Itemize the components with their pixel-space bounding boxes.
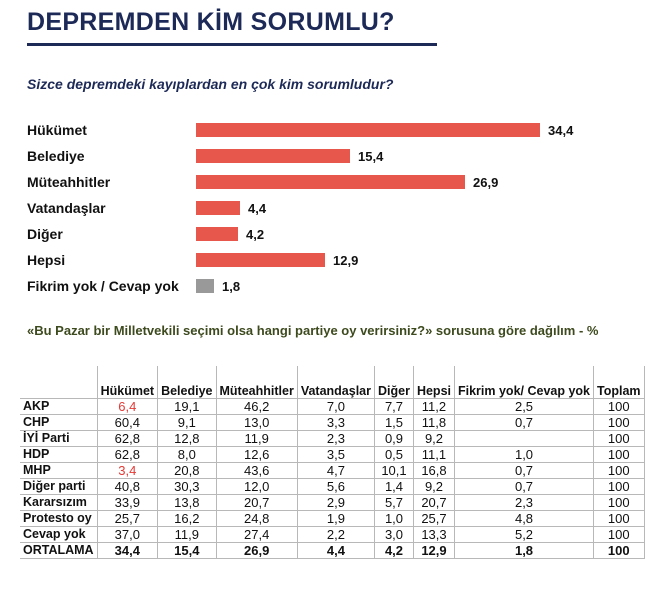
row-label: Protesto oy: [20, 511, 97, 527]
bar-value-label: 1,8: [222, 279, 241, 294]
table-cell: 16,8: [413, 463, 454, 479]
table-cell: 1,0: [375, 511, 414, 527]
chart-question: Sizce depremdeki kayıplardan en çok kim sorumludur?: [27, 76, 394, 92]
category-label: Müteahhitler: [27, 174, 111, 190]
table-cell: 27,4: [216, 527, 297, 543]
page-title: DEPREMDEN KİM SORUMLU?: [27, 8, 395, 36]
table-cell: 11,2: [413, 399, 454, 415]
table-cell: 1,8: [455, 543, 594, 559]
bar: [196, 253, 325, 267]
table-cell: 3,4: [97, 463, 157, 479]
category-label: Fikrim yok / Cevap yok: [27, 278, 179, 294]
table-cell: 2,3: [297, 431, 374, 447]
category-label: Hepsi: [27, 252, 66, 268]
table-cell: 3,5: [297, 447, 374, 463]
table-cell: 12,8: [158, 431, 216, 447]
table-cell: 4,8: [455, 511, 594, 527]
table-cell: 9,2: [413, 431, 454, 447]
table-cell: 0,9: [375, 431, 414, 447]
table-cell: 15,4: [158, 543, 216, 559]
column-header: Vatandaşlar: [297, 366, 374, 399]
table-cell: 30,3: [158, 479, 216, 495]
bar: [196, 279, 214, 293]
table-cell: 0,7: [455, 479, 594, 495]
table-cell: 100: [594, 543, 645, 559]
bar-value-label: 4,2: [246, 227, 265, 242]
table-row: [20, 527, 644, 543]
column-header: Hükümet: [97, 366, 157, 399]
column-header: [20, 366, 97, 399]
table-cell: 9,1: [158, 415, 216, 431]
table-cell: 11,1: [413, 447, 454, 463]
column-header: Belediye: [158, 366, 216, 399]
bar: [196, 175, 465, 189]
table-cell: 19,1: [158, 399, 216, 415]
table-cell: 11,8: [413, 415, 454, 431]
table-cell: 100: [594, 463, 645, 479]
table-cell: 4,7: [297, 463, 374, 479]
table-cell: 11,9: [216, 431, 297, 447]
column-header: Hepsi: [413, 366, 454, 399]
table-cell: 1,5: [375, 415, 414, 431]
row-label: AKP: [20, 399, 97, 415]
bar-value-label: 12,9: [333, 253, 359, 268]
table-cell: 26,9: [216, 543, 297, 559]
table-cell: 1,0: [455, 447, 594, 463]
table-cell: 10,1: [375, 463, 414, 479]
table-cell: 100: [594, 415, 645, 431]
table-cell: 100: [594, 527, 645, 543]
table-cell: 100: [594, 399, 645, 415]
table-cell: 100: [594, 495, 645, 511]
row-label: MHP: [20, 463, 97, 479]
table-question: «Bu Pazar bir Milletvekili seçimi olsa hangi partiye oy verirsiniz?» sorusuna göre dağılım - %: [27, 323, 599, 338]
bar-value-label: 26,9: [473, 175, 499, 190]
row-label: CHP: [20, 415, 97, 431]
table-cell: 3,0: [375, 527, 414, 543]
table-cell: 2,3: [455, 495, 594, 511]
table-cell: 2,5: [455, 399, 594, 415]
bar: [196, 201, 240, 215]
table-body: [20, 399, 644, 559]
table-row: [20, 399, 644, 415]
table-cell: 37,0: [97, 527, 157, 543]
column-header: Diğer: [375, 366, 414, 399]
table-cell: 12,9: [413, 543, 454, 559]
bar-value-label: 15,4: [358, 149, 384, 164]
table-cell: 13,8: [158, 495, 216, 511]
bar-value-label: 34,4: [548, 123, 574, 138]
table-row: [20, 479, 644, 495]
row-label: Kararsızım: [20, 495, 97, 511]
table-cell: 40,8: [97, 479, 157, 495]
table-cell: 60,4: [97, 415, 157, 431]
table-cell: 5,7: [375, 495, 414, 511]
row-label: Cevap yok: [20, 527, 97, 543]
table-row: [20, 415, 644, 431]
table-cell: 3,3: [297, 415, 374, 431]
table-cell: 5,6: [297, 479, 374, 495]
row-label: ORTALAMA: [20, 543, 97, 559]
table-row: [20, 431, 644, 447]
table-row: [20, 495, 644, 511]
category-label: Diğer: [27, 226, 63, 242]
category-label: Hükümet: [27, 122, 87, 138]
table-header-row: [20, 366, 644, 399]
table-cell: [455, 431, 594, 447]
bar: [196, 149, 350, 163]
table-cell: 100: [594, 447, 645, 463]
table-cell: 7,7: [375, 399, 414, 415]
table-cell: 1,9: [297, 511, 374, 527]
table-cell: 9,2: [413, 479, 454, 495]
table-cell: 24,8: [216, 511, 297, 527]
table-row: [20, 463, 644, 479]
table-cell: 12,6: [216, 447, 297, 463]
table-cell: 11,9: [158, 527, 216, 543]
table-cell: 100: [594, 431, 645, 447]
bar-value-label: 4,4: [248, 201, 267, 216]
table-cell: 1,4: [375, 479, 414, 495]
table-cell: 4,4: [297, 543, 374, 559]
table-row: [20, 511, 644, 527]
table-cell: 25,7: [97, 511, 157, 527]
table-cell: 0,7: [455, 415, 594, 431]
row-label: Diğer parti: [20, 479, 97, 495]
table-cell: 62,8: [97, 447, 157, 463]
table-cell: 33,9: [97, 495, 157, 511]
table-cell: 46,2: [216, 399, 297, 415]
table-cell: 13,3: [413, 527, 454, 543]
table-row: [20, 447, 644, 463]
table-cell: 0,5: [375, 447, 414, 463]
bar: [196, 123, 540, 137]
table-cell: 5,2: [455, 527, 594, 543]
table-cell: 8,0: [158, 447, 216, 463]
column-header: Toplam: [594, 366, 645, 399]
category-label: Vatandaşlar: [27, 200, 106, 216]
table-cell: 2,2: [297, 527, 374, 543]
table-cell: 12,0: [216, 479, 297, 495]
row-label: İYİ Parti: [20, 431, 97, 447]
bar: [196, 227, 238, 241]
table-cell: 6,4: [97, 399, 157, 415]
table-cell: 0,7: [455, 463, 594, 479]
column-header: Müteahhitler: [216, 366, 297, 399]
row-label: HDP: [20, 447, 97, 463]
table-row: [20, 543, 644, 559]
column-header: Fikrim yok/ Cevap yok: [455, 366, 594, 399]
table-cell: 2,9: [297, 495, 374, 511]
table-cell: 16,2: [158, 511, 216, 527]
table-cell: 20,8: [158, 463, 216, 479]
table-cell: 20,7: [216, 495, 297, 511]
table-cell: 7,0: [297, 399, 374, 415]
table-cell: 100: [594, 511, 645, 527]
table-cell: 25,7: [413, 511, 454, 527]
table-cell: 13,0: [216, 415, 297, 431]
table-cell: 100: [594, 479, 645, 495]
table-cell: 34,4: [97, 543, 157, 559]
party-breakdown-table: [20, 366, 645, 559]
table-cell: 20,7: [413, 495, 454, 511]
table-cell: 62,8: [97, 431, 157, 447]
table-cell: 4,2: [375, 543, 414, 559]
table-cell: 43,6: [216, 463, 297, 479]
category-label: Belediye: [27, 148, 85, 164]
